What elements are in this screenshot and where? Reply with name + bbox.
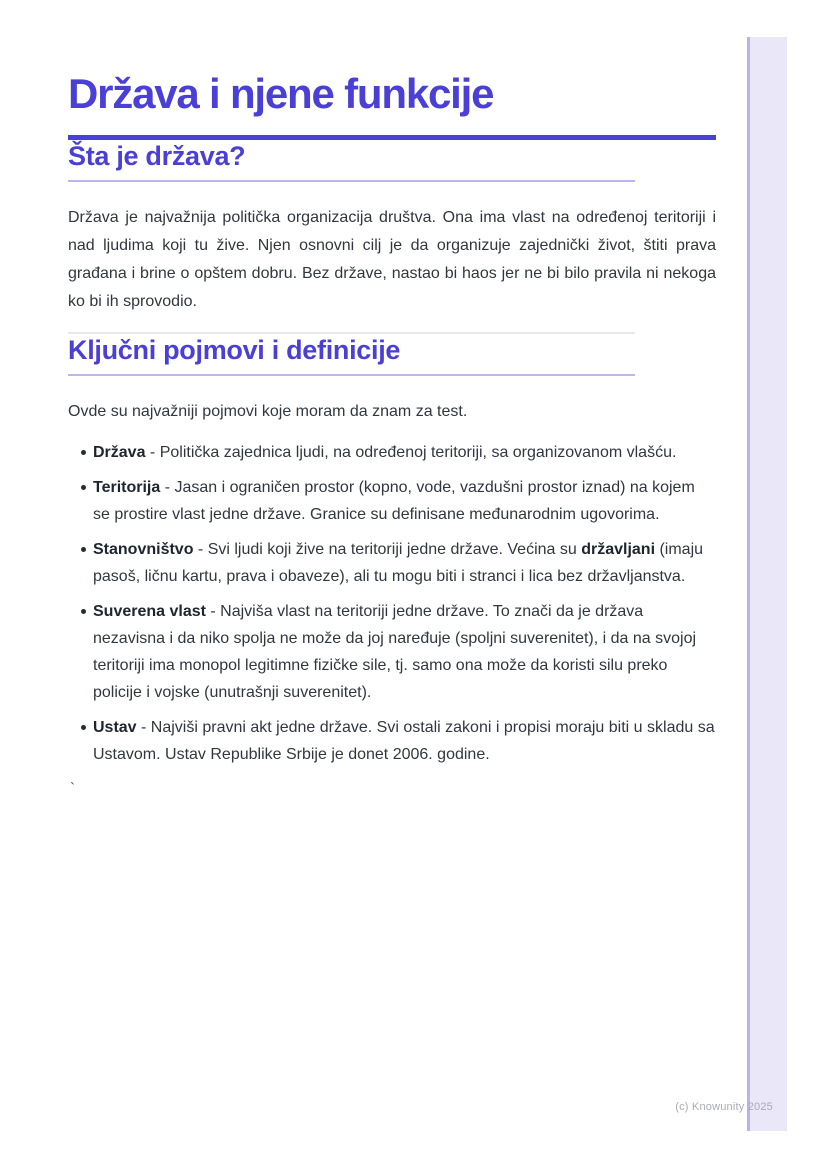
list-item [68, 439, 716, 466]
list-item [68, 714, 716, 768]
term-definition: - Najviša vlast na teritoriji jedne države. To znači da je država nezavisna i da niko spolja ne može da joj naređuje (spoljni suverenitet), i da na svojoj teritoriji ima monopol legitimne fizičke sile, tj. samo ona može da koristi silu preko policije i vojske (unutrašnji suverenitet). [93, 603, 697, 701]
bullet-marker [81, 725, 86, 730]
term-definition: - Jasan i ograničen prostor (kopno, vode, vazdušni prostor iznad) na kojem se prostire vlast jedne države. Granice su definisane međunarodnim ugovorima. [93, 479, 695, 523]
page-title: Država i njene funkcije [68, 70, 494, 117]
section-heading-key-terms: Ključni pojmovi i definicije [68, 335, 401, 365]
term-definition: - Svi ljudi koji žive na teritoriji jedne države. Većina su [193, 541, 582, 558]
intro-paragraph: Ovde su najvažniji pojmovi koje moram da znam za test. [68, 403, 468, 420]
content-column [68, 0, 716, 798]
bullet-marker [81, 450, 86, 455]
term-definition: - Najviši pravni akt jedne države. Svi ostali zakoni i propisi moraju biti u skladu sa Ustavom. Ustav Republike Srbije je donet 2006. godine. [93, 719, 715, 763]
term-label: Teritorija [93, 479, 161, 496]
term-label: Stanovništvo [93, 541, 194, 558]
term-emphasis: državljani [581, 541, 656, 558]
term-definition: - Politička zajednica ljudi, na određenoj teritoriji, sa organizovanom vlašću. [145, 444, 677, 461]
section-paragraph: Država je najvažnija politička organizacija društva. Ona ima vlast na određenoj teritoriji i nad ljudima koji tu žive. Njen osnovni cilj je da organizuje zajednički život, štiti prava građana i brine o opštem dobru. Bez države, nastao bi haos jer ne bi bilo pravila ni nekoga ko bi ih sprovodio. [68, 209, 716, 310]
term-label: Suverena vlast [93, 603, 206, 620]
heading-underline [68, 374, 635, 376]
list-item [68, 536, 716, 590]
bullet-marker [81, 485, 86, 490]
footer-credit: (c) Knowunity 2025 [675, 1101, 773, 1113]
bullet-marker [81, 609, 86, 614]
stray-backtick: ` [70, 780, 75, 797]
key-terms-list [68, 439, 716, 768]
term-label: Država [93, 444, 146, 461]
page-edge-strip [747, 37, 787, 1131]
list-item [68, 474, 716, 528]
bullet-marker [81, 547, 86, 552]
term-definition: (imaju pasoš, ličnu kartu, prava i obaveze), ali tu mogu biti i stranci i lica bez državljanstva. [93, 541, 704, 585]
term-label: Ustav [93, 719, 137, 736]
heading-underline [68, 180, 635, 182]
list-item [68, 598, 716, 706]
section-heading-what-is-state: Šta je država? [68, 141, 246, 171]
